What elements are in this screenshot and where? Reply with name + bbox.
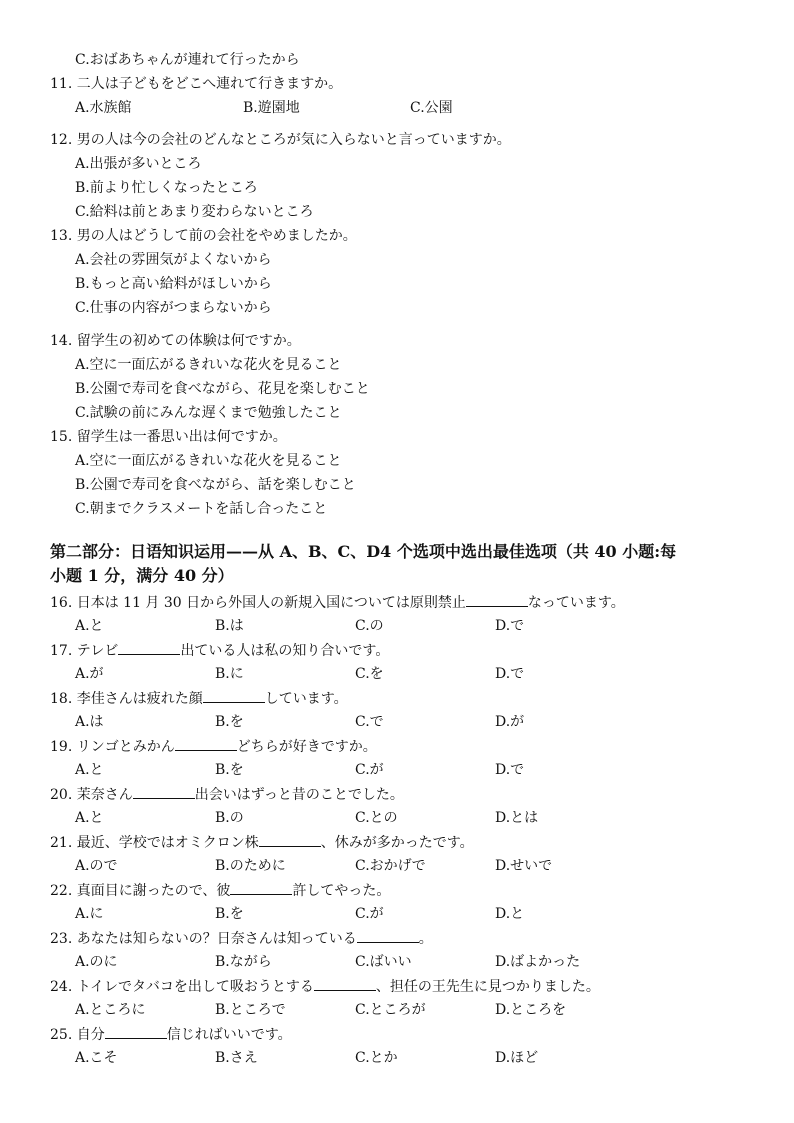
q11-option-b: B.遊園地 xyxy=(243,100,300,116)
q18-option-b: B.を xyxy=(215,714,244,730)
q25-option-c: C.とか xyxy=(355,1050,398,1066)
q19-stem-before: 19. リンゴとみかん xyxy=(50,739,175,755)
q23-option-b: B.ながら xyxy=(215,954,272,970)
q25-option-a: A.こそ xyxy=(75,1050,118,1066)
q12-option-a: A.出張が多いところ xyxy=(75,156,202,172)
q21-option-d: D.せいで xyxy=(495,858,553,874)
q20-option-b: B.の xyxy=(215,810,244,826)
q22-stem-before: 22. 真面目に謝ったので、彼 xyxy=(50,883,231,899)
q15-option-c: C.朝までクラスメートを話し合ったこと xyxy=(75,501,328,517)
q10-option-c: C.おばあちゃんが連れて行ったから xyxy=(75,52,300,68)
question-23-stem xyxy=(50,928,433,948)
q17-option-b: B.に xyxy=(215,666,244,682)
question-19-stem xyxy=(50,736,377,756)
question-18-stem xyxy=(50,688,348,708)
section-2-heading-line-2: 小题 1 分，满分 40 分） xyxy=(50,566,234,585)
q21-stem-before: 21. 最近、学校ではオミクロン株 xyxy=(50,835,259,851)
q24-option-a: A.ところに xyxy=(75,1002,146,1018)
q24-option-c: C.ところが xyxy=(355,1002,426,1018)
question-11-stem: 11. 二人は子どもをどこへ連れて行きますか。 xyxy=(50,76,343,92)
q15-option-b: B.公園で寿司を食べながら、話を楽しむこと xyxy=(75,477,356,493)
section-2-heading-line-1: 第二部分：日语知识运用——从 A、B、C、D4 个选项中选出最佳选项（共 40 小题:每 xyxy=(50,542,677,561)
q23-option-a: A.のに xyxy=(75,954,118,970)
q23-option-d: D.ばよかった xyxy=(495,954,581,970)
q19-option-c: C.が xyxy=(355,762,384,778)
q24-answer-blank xyxy=(314,976,376,991)
q13-option-a: A.会社の雰囲気がよくないから xyxy=(75,252,272,268)
q14-option-a: A.空に一面広がるきれいな花火を見ること xyxy=(75,357,342,373)
q20-option-d: D.とは xyxy=(495,810,539,826)
question-25-stem xyxy=(50,1024,292,1044)
q24-stem-before: 24. トイレでタバコを出して吸おうとする xyxy=(50,979,314,995)
q16-option-c: C.の xyxy=(355,618,384,634)
q21-stem-after: 、休みが多かったです。 xyxy=(320,835,474,851)
q22-option-a: A.に xyxy=(75,906,104,922)
q16-option-a: A.と xyxy=(75,618,104,634)
q23-answer-blank xyxy=(357,928,419,943)
q11-option-a: A.水族館 xyxy=(75,100,132,116)
question-14-stem: 14. 留学生の初めての体験は何ですか。 xyxy=(50,333,301,349)
q12-option-c: C.給料は前とあまり変わらないところ xyxy=(75,204,314,220)
question-17-stem xyxy=(50,640,389,660)
q15-option-a: A.空に一面広がるきれいな花火を見ること xyxy=(75,453,342,469)
q13-option-b: B.もっと高い給料がほしいから xyxy=(75,276,272,292)
question-15-stem: 15. 留学生は一番思い出は何ですか。 xyxy=(50,429,287,445)
q20-option-a: A.と xyxy=(75,810,104,826)
q16-option-d: D.で xyxy=(495,618,525,634)
q17-stem-before: 17. テレビ xyxy=(50,643,119,659)
q18-option-d: D.が xyxy=(495,714,525,730)
question-24-stem xyxy=(50,976,600,996)
q23-option-c: C.ばいい xyxy=(355,954,412,970)
q16-answer-blank xyxy=(466,592,528,607)
q25-option-b: B.さえ xyxy=(215,1050,258,1066)
q17-option-a: A.が xyxy=(75,666,104,682)
q11-option-c: C.公園 xyxy=(410,100,453,116)
q13-option-c: C.仕事の内容がつまらないから xyxy=(75,300,272,316)
question-20-stem xyxy=(50,784,404,804)
q20-option-c: C.との xyxy=(355,810,398,826)
q20-stem-after: 出会いはずっと昔のことでした。 xyxy=(194,787,404,803)
question-22-stem xyxy=(50,880,390,900)
q19-option-d: D.で xyxy=(495,762,525,778)
q21-option-c: C.おかげで xyxy=(355,858,426,874)
q22-option-b: B.を xyxy=(215,906,244,922)
q24-option-b: B.ところで xyxy=(215,1002,286,1018)
q22-option-c: C.が xyxy=(355,906,384,922)
q18-answer-blank xyxy=(203,688,265,703)
q17-answer-blank xyxy=(118,640,180,655)
q19-option-b: B.を xyxy=(215,762,244,778)
question-12-stem: 12. 男の人は今の会社のどんなところが気に入らないと言っていますか。 xyxy=(50,132,511,148)
q14-option-c: C.試験の前にみんな遅くまで勉強したこと xyxy=(75,405,342,421)
q16-option-b: B.は xyxy=(215,618,244,634)
question-21-stem xyxy=(50,832,474,852)
q22-option-d: D.と xyxy=(495,906,525,922)
q25-answer-blank xyxy=(105,1024,167,1039)
question-16-stem xyxy=(50,592,625,612)
q21-option-a: A.ので xyxy=(75,858,118,874)
q22-answer-blank xyxy=(230,880,292,895)
q23-stem-before: 23. あなたは知らないの？日奈さんは知っている xyxy=(50,931,357,947)
q20-answer-blank xyxy=(133,784,195,799)
q25-stem-after: 信じればいいです。 xyxy=(166,1027,292,1043)
q25-option-d: D.ほど xyxy=(495,1050,539,1066)
q12-option-b: B.前より忙しくなったところ xyxy=(75,180,258,196)
q19-answer-blank xyxy=(175,736,237,751)
question-13-stem: 13. 男の人はどうして前の会社をやめましたか。 xyxy=(50,228,357,244)
q17-stem-after: 出ている人は私の知り合いです。 xyxy=(180,643,390,659)
q19-stem-after: どちらが好きですか。 xyxy=(236,739,377,755)
q18-stem-before: 18. 李佳さんは疲れた顔 xyxy=(50,691,203,707)
q24-stem-after: 、担任の王先生に見つかりました。 xyxy=(375,979,600,995)
q19-option-a: A.と xyxy=(75,762,104,778)
q17-option-c: C.を xyxy=(355,666,384,682)
q18-option-c: C.で xyxy=(355,714,384,730)
q21-option-b: B.のために xyxy=(215,858,286,874)
q18-option-a: A.は xyxy=(75,714,104,730)
q14-option-b: B.公園で寿司を食べながら、花見を楽しむこと xyxy=(75,381,370,397)
q16-stem-before: 16. 日本は 11 月 30 日から外国人の新規入国については原則禁止 xyxy=(50,595,466,611)
q23-stem-after: 。 xyxy=(418,931,433,947)
q17-option-d: D.で xyxy=(495,666,525,682)
q22-stem-after: 許してやった。 xyxy=(292,883,391,899)
q18-stem-after: しています。 xyxy=(264,691,348,707)
q20-stem-before: 20. 茉奈さん xyxy=(50,787,133,803)
q21-answer-blank xyxy=(259,832,321,847)
q25-stem-before: 25. 自分 xyxy=(50,1027,105,1043)
q16-stem-after: なっています。 xyxy=(527,595,625,611)
q24-option-d: D.ところを xyxy=(495,1002,567,1018)
